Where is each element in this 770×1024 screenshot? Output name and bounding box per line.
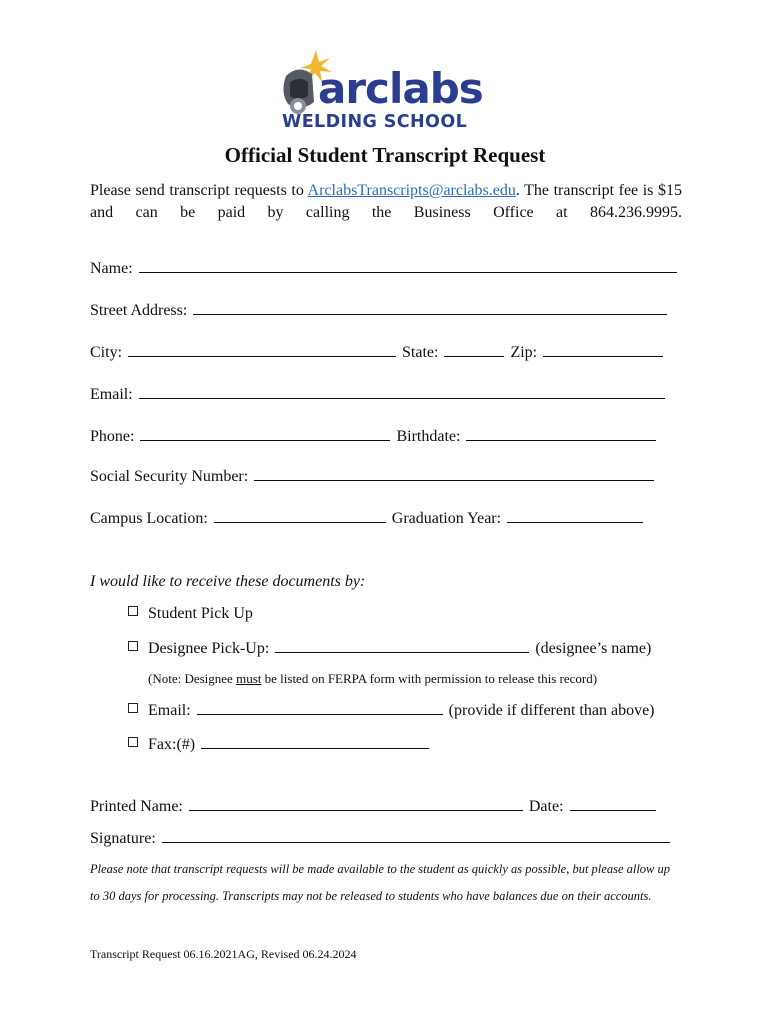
logo-wordmark: arclabs — [318, 64, 483, 113]
intro-text-before: Please send transcript requests to — [90, 182, 308, 199]
date-field[interactable] — [570, 796, 656, 811]
ssn-row — [90, 466, 656, 487]
fax-checkbox[interactable] — [128, 737, 138, 747]
transcripts-email-link[interactable]: ArclabsTranscripts@arclabs.edu — [307, 182, 516, 199]
fax-option[interactable] — [128, 734, 431, 755]
logo-subtitle: WELDING SCHOOL — [282, 112, 468, 132]
printed-name-row — [90, 796, 658, 817]
pickup-option[interactable] — [128, 604, 253, 624]
printed-name-label: Printed Name: — [90, 798, 183, 815]
fax-field[interactable] — [201, 734, 429, 749]
email-option[interactable] — [128, 700, 655, 721]
street-row — [90, 300, 669, 321]
signature-field[interactable] — [162, 828, 670, 843]
designee-checkbox[interactable] — [128, 641, 138, 651]
email-checkbox[interactable] — [128, 703, 138, 713]
phone-row — [90, 426, 658, 447]
delivery-heading: I would like to receive these documents by: — [90, 573, 366, 590]
city-label: City: — [90, 344, 123, 361]
campus-row — [90, 508, 645, 529]
designee-suffix: (designee’s name) — [535, 640, 652, 657]
processing-disclaimer: Please note that transcript requests will be made available to the student as quickly as possible, but please allow up to 30 days for processing. Transcripts may not be released to students who have balances due on their accounts. — [90, 862, 671, 903]
designee-label: Designee Pick-Up: — [148, 640, 270, 657]
phone-label: Phone: — [90, 428, 135, 445]
delivery-email-field[interactable] — [197, 700, 443, 715]
email-label: Email: — [90, 386, 133, 403]
state-label: State: — [402, 344, 439, 361]
fax-label: Fax:(#) — [148, 736, 196, 753]
city-row — [90, 342, 665, 363]
name-row — [90, 258, 679, 279]
street-field[interactable] — [193, 300, 667, 315]
designee-name-field[interactable] — [275, 638, 529, 653]
pickup-checkbox[interactable] — [128, 606, 138, 616]
note-before: (Note: Designee — [148, 671, 237, 686]
birthdate-label: Birthdate: — [396, 428, 461, 445]
grad-year-field[interactable] — [507, 508, 643, 523]
state-field[interactable] — [444, 342, 504, 357]
signature-label: Signature: — [90, 830, 156, 847]
zip-label: Zip: — [510, 344, 538, 361]
campus-field[interactable] — [214, 508, 386, 523]
designee-note — [148, 669, 597, 689]
name-label: Name: — [90, 260, 133, 277]
zip-field[interactable] — [543, 342, 663, 357]
birthdate-field[interactable] — [466, 426, 656, 441]
note-must: must — [236, 671, 262, 686]
pickup-label: Student Pick Up — [148, 605, 253, 622]
intro-text-after: . The transcript fee is $15 and can be paid by calling the Business Office at 864.236.9995. — [90, 182, 682, 221]
revision-footer: Transcript Request 06.16.2021AG, Revised 06.24.2024 — [90, 947, 357, 961]
signature-row — [90, 828, 672, 849]
ssn-field[interactable] — [254, 466, 654, 481]
phone-field[interactable] — [140, 426, 390, 441]
campus-label: Campus Location: — [90, 510, 208, 527]
email-field[interactable] — [139, 384, 665, 399]
printed-name-field[interactable] — [189, 796, 523, 811]
city-field[interactable] — [128, 342, 396, 357]
email-row — [90, 384, 667, 405]
ssn-label: Social Security Number: — [90, 468, 249, 485]
note-after: be listed on FERPA form with permission to release this record) — [261, 671, 598, 686]
page-title: Official Student Transcript Request — [224, 143, 546, 167]
delivery-email-label: Email: — [148, 702, 191, 719]
arclabs-logo — [276, 46, 496, 136]
delivery-email-suffix: (provide if different than above) — [448, 702, 655, 719]
grad-year-label: Graduation Year: — [391, 510, 502, 527]
designee-option[interactable] — [128, 638, 651, 659]
street-label: Street Address: — [90, 302, 188, 319]
date-label: Date: — [528, 798, 564, 815]
name-field[interactable] — [139, 258, 677, 273]
intro-paragraph — [90, 180, 682, 224]
